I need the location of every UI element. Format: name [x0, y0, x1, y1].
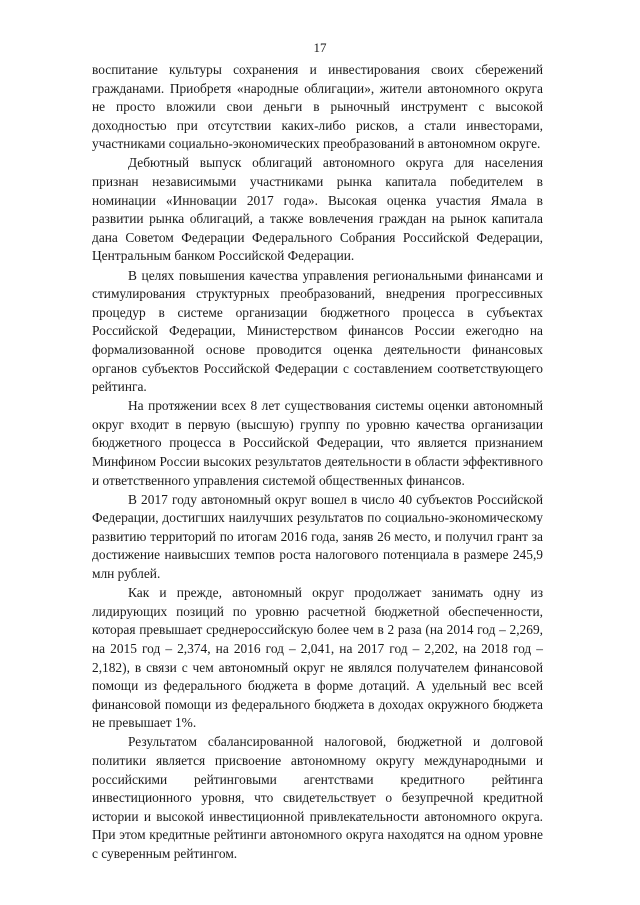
- paragraph-credit-rating: Результатом сбалансированной налоговой, бюджетной и долговой политики является присвоение автономному округу международными и российскими рейтинговыми агентствами кредитного рейтинга инвестиционного уровня, что свидетельствует о безупречной кредитной истории и высокой инвестиционной привлекательности автономного округа. При этом кредитные рейтинги автономного округа находятся на одном уровне с суверенным рейтингом.: [92, 734, 543, 861]
- paragraph-2017-grant: В 2017 году автономный округ вошел в число 40 субъектов Российской Федерации, достигших наилучших результатов по социально-экономическому развитию территорий по итогам 2016 года, заняв 26 место, и получил грант за достижение наивысших темпов роста налогового потенциала в размере 245,9 млн рублей.: [92, 491, 543, 582]
- document-body: [92, 61, 543, 864]
- paragraph-highest-group: На протяжении всех 8 лет существования системы оценки автономный округ входит в первую (высшую) группу по уровню качества организации бюджетного процесса в Российской Федерации, что является признанием Минфином России высоких результатов деятельности в области эффективного и ответственного управления системой общественных финансов.: [92, 398, 543, 488]
- paragraph-budget-sufficiency: Как и прежде, автономный округ продолжает занимать одну из лидирующих позиций по уровню расчетной бюджетной обеспеченности, которая превышает среднероссийскую более чем в 2 раза (на 2014 год – 2,269, на 2015 год – 2,374, на 2016 год – 2,041, на 2017 год – 2,202, на 2018 год – 2,182), в связи с чем автономный округ не являлся получателем финансовой помощи из федерального бюджета в форме дотаций. А удельный вес всей финансовой помощи из федерального бюджета в доходах окружного бюджета не превышает 1%.: [92, 585, 543, 731]
- paragraph-continuation: воспитание культуры сохранения и инвестирования своих сбережений гражданами. Приобретя «народные облигации», жители автономного округа не просто вложили свои деньги в рыночный инструмент с высокой доходностью при отсутствии каких-либо рисков, а стали инвесторами, участниками социально-экономических преобразований в автономном округе.: [92, 62, 543, 152]
- paragraph-minfin-assessment: В целях повышения качества управления региональными финансами и стимулирования структурных преобразований, внедрения прогрессивных процедур в системе организации бюджетного процесса в субъектах Российской Федерации, Министерством финансов России ежегодно на формализованной основе проводится оценка деятельности финансовых органов субъектов Российской Федерации с составлением соответствующего рейтинга.: [92, 267, 543, 395]
- page-number: 17: [313, 40, 327, 55]
- paragraph-debut-bonds: Дебютный выпуск облигаций автономного округа для населения признан независимыми участниками рынка капитала победителем в номинации «Инновации 2017 года». Высокая оценка участия Ямала в развитии рынка облигаций, а также вовлечения граждан на рынок капитала дана Советом Федерации Федерального Собрания Российской Федерации, Центральным банком Российской Федерации.: [92, 155, 543, 264]
